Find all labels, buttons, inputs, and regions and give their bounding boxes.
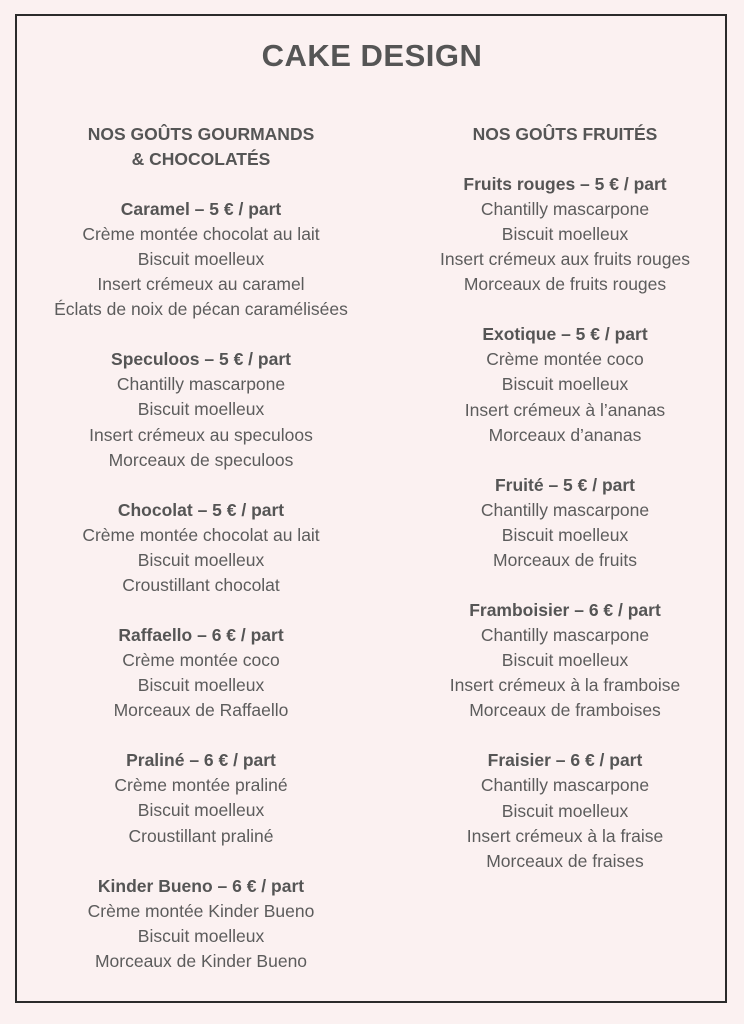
cake-ingredient: Insert crémeux au speculoos bbox=[89, 424, 313, 445]
cake-item bbox=[386, 598, 744, 723]
cake-ingredient: Chantilly mascarpone bbox=[116, 374, 286, 395]
cake-item bbox=[22, 347, 380, 472]
cake-ingredient: Insert crémeux à la framboise bbox=[449, 675, 681, 696]
cake-ingredient: Crème montée coco bbox=[122, 650, 280, 671]
left-heading-line-2: & CHOCOLATÉS bbox=[131, 149, 271, 169]
cake-item bbox=[22, 498, 380, 598]
right-heading-line-1: NOS GOÛTS FRUITÉS bbox=[472, 124, 658, 144]
cake-ingredient: Chantilly mascarpone bbox=[480, 499, 650, 520]
cake-ingredient: Éclats de noix de pécan caramélisées bbox=[54, 299, 348, 320]
cake-name: Framboisier – 6 € / part bbox=[469, 600, 661, 621]
cake-item bbox=[22, 623, 380, 723]
cake-ingredient: Morceaux d’ananas bbox=[488, 424, 642, 445]
cake-ingredient: Biscuit moelleux bbox=[501, 650, 629, 671]
left-heading-line-1: NOS GOÛTS GOURMANDS bbox=[87, 124, 315, 144]
cake-name: Caramel – 5 € / part bbox=[120, 199, 282, 219]
cake-ingredient: Biscuit moelleux bbox=[137, 800, 265, 821]
cake-ingredient: Biscuit moelleux bbox=[501, 224, 629, 245]
cake-item bbox=[22, 197, 380, 322]
cake-item bbox=[386, 748, 744, 873]
cake-name: Exotique – 5 € / part bbox=[482, 324, 648, 345]
cake-ingredient: Biscuit moelleux bbox=[137, 249, 265, 270]
cake-item bbox=[386, 172, 744, 297]
cake-ingredient: Biscuit moelleux bbox=[501, 524, 629, 545]
cake-ingredient: Crème montée chocolat au lait bbox=[82, 224, 320, 244]
cake-name: Praliné – 6 € / part bbox=[126, 750, 276, 771]
cake-ingredient: Insert crémeux au caramel bbox=[97, 274, 305, 295]
cake-ingredient: Morceaux de fruits bbox=[493, 549, 637, 570]
cake-name: Fruits rouges – 5 € / part bbox=[463, 174, 667, 194]
right-column bbox=[386, 122, 744, 874]
cake-ingredient: Morceaux de Kinder Bueno bbox=[94, 950, 308, 971]
left-column bbox=[22, 122, 380, 974]
cake-ingredient: Biscuit moelleux bbox=[501, 374, 629, 395]
cake-name: Fraisier – 6 € / part bbox=[487, 750, 643, 771]
cake-item bbox=[22, 748, 380, 848]
cake-ingredient: Morceaux de framboises bbox=[469, 700, 661, 721]
cake-ingredient: Crème montée coco bbox=[486, 349, 644, 370]
cake-ingredient: Morceaux de fruits rouges bbox=[463, 274, 667, 295]
cake-ingredient: Crème montée chocolat au lait bbox=[82, 524, 320, 545]
cake-ingredient: Biscuit moelleux bbox=[137, 675, 265, 696]
cake-ingredient: Chantilly mascarpone bbox=[480, 775, 650, 796]
right-column-heading bbox=[386, 122, 744, 147]
cake-ingredient: Croustillant chocolat bbox=[122, 574, 280, 595]
cake-name: Speculoos – 5 € / part bbox=[111, 349, 291, 370]
cake-ingredient: Chantilly mascarpone bbox=[480, 625, 650, 646]
cake-ingredient: Biscuit moelleux bbox=[137, 399, 265, 420]
cake-ingredient: Biscuit moelleux bbox=[137, 549, 265, 570]
cake-ingredient: Crème montée Kinder Bueno bbox=[87, 900, 315, 921]
cake-ingredient: Croustillant praliné bbox=[128, 825, 274, 846]
cake-name: Raffaello – 6 € / part bbox=[118, 625, 284, 646]
cake-ingredient: Biscuit moelleux bbox=[501, 800, 629, 821]
cake-name: Fruité – 5 € / part bbox=[494, 474, 636, 495]
left-column-heading bbox=[22, 122, 380, 172]
cake-ingredient: Crème montée praliné bbox=[114, 775, 288, 796]
cake-ingredient: Morceaux de Raffaello bbox=[113, 700, 289, 721]
cake-ingredient: Chantilly mascarpone bbox=[480, 199, 650, 219]
page-title: CAKE DESIGN bbox=[261, 38, 483, 73]
cake-item bbox=[386, 322, 744, 447]
cake-item bbox=[22, 874, 380, 974]
cake-ingredient: Insert crémeux à la fraise bbox=[466, 825, 664, 846]
cake-ingredient: Insert crémeux aux fruits rouges bbox=[440, 249, 690, 270]
cake-name: Kinder Bueno – 6 € / part bbox=[97, 875, 305, 896]
cake-ingredient: Morceaux de fraises bbox=[486, 850, 644, 871]
cake-item bbox=[386, 473, 744, 573]
cake-ingredient: Morceaux de speculoos bbox=[108, 449, 294, 470]
cake-ingredient: Biscuit moelleux bbox=[137, 925, 265, 946]
cake-ingredient: Insert crémeux à l’ananas bbox=[464, 399, 666, 420]
cake-name: Chocolat – 5 € / part bbox=[117, 499, 285, 520]
